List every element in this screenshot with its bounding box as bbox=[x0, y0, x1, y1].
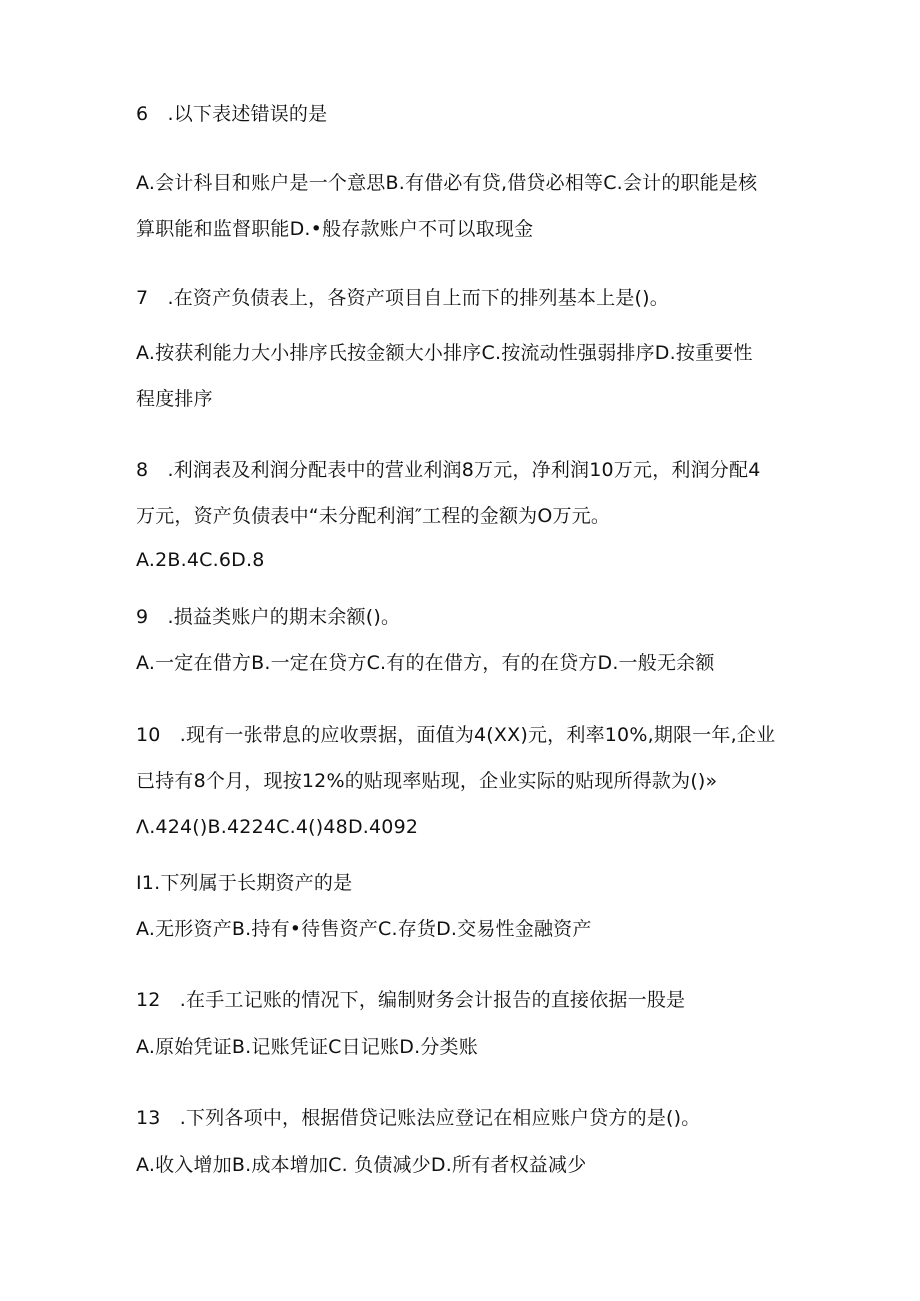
question-7-options: A.按获利能力大小排序氏按金额大小排序C.按流动性强弱排序D.按重要性 bbox=[136, 342, 753, 364]
question-8-stem: 8 .利润表及利润分配表中的营业利润8万元，净利润10万元，利润分配4 bbox=[136, 459, 761, 481]
question-13-stem: 13 .下列各项中，根据借贷记账法应登记在相应账户贷方的是()。 bbox=[136, 1107, 701, 1129]
question-10-stem-cont: 已持有8个月，现按12%的贴现率贴现，企业实际的贴现所得款为()» bbox=[136, 770, 718, 792]
question-10-stem: 10 .现有一张带息的应收票据，面值为4(XX)元，利率10%,期限一年,企业 bbox=[136, 724, 776, 746]
question-9-options: A.一定在借方B.一定在贷方C.有的在借方，有的在贷方D.一般无余额 bbox=[136, 652, 715, 674]
question-7-stem: 7 .在资产负债表上，各资产项目自上而下的排列基本上是()。 bbox=[136, 287, 669, 309]
question-6-options: A.会计科目和账户是一个意思B.有借必有贷,借贷必相等C.会计的职能是核 bbox=[136, 172, 758, 194]
question-13-options: A.收入增加B.成本增加C. 负债减少D.所有者权益减少 bbox=[136, 1154, 587, 1176]
question-8-options: A.2B.4C.6D.8 bbox=[136, 549, 265, 571]
question-12-options: A.原始凭证B.记账凭证C日记账D.分类账 bbox=[136, 1036, 478, 1058]
question-6-options-cont: 算职能和监督职能D.•般存款账户不可以取现金 bbox=[136, 218, 534, 240]
question-10-options: Λ.424()B.4224C.4()48D.4092 bbox=[136, 816, 419, 838]
question-7-options-cont: 程度排序 bbox=[136, 388, 213, 410]
question-11-options: A.无形资产B.持有•待售资产C.存货D.交易性金融资产 bbox=[136, 918, 592, 940]
question-12-stem: 12 .在手工记账的情况下，编制财务会计报告的直接依据一股是 bbox=[136, 989, 686, 1011]
question-6-stem: 6 .以下表述错误的是 bbox=[136, 103, 328, 125]
question-8-stem-cont: 万元，资产负债表中“未分配利润″工程的金额为O万元。 bbox=[136, 505, 611, 527]
question-11-stem: I1.下列属于长期资产的是 bbox=[136, 872, 353, 894]
question-9-stem: 9 .损益类账户的期末余额()。 bbox=[136, 606, 401, 628]
